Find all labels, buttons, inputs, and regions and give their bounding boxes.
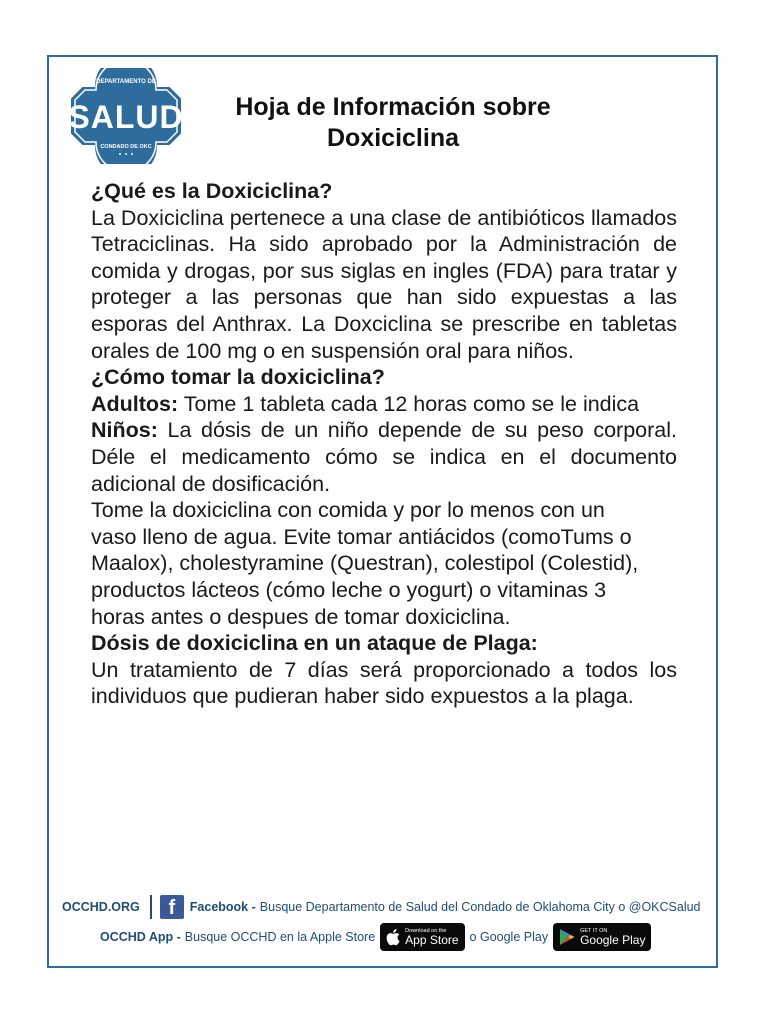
section-body-what-is: La Doxiciclina pertenece a una clase de antibióticos llamados Tetraciclinas. Ha sido aprobado por la Administración de comida y drogas, por sus siglas en ingles (FDA) para tratar y proteger a las personas que han sido expuestas a las esporas del Anthrax. La Doxciclina se prescribe en tabletas orales de 100 mg o en suspensión oral para niños.: [91, 205, 677, 363]
children-label: Niños:: [91, 418, 158, 443]
app-store-small-text: Download on the: [405, 927, 447, 934]
facebook-text: Busque Departamento de Salud del Condado de Oklahoma City o @OKCSalud: [259, 900, 701, 914]
document-body: [91, 178, 677, 710]
section-heading-plague-dose: Dósis de doxiciclina en un ataque de Plaga:: [91, 631, 538, 656]
facebook-icon[interactable]: f: [160, 895, 184, 919]
google-play-small-text: GET IT ON: [580, 927, 608, 934]
google-play-big-text: Google Play: [580, 932, 646, 947]
logo-dot: [125, 153, 127, 155]
logo-top-text: DEPARTAMENTO DE: [96, 79, 156, 85]
salud-seal-logo: [62, 68, 190, 164]
adults-label: Adultos:: [91, 391, 179, 416]
footer-divider: [150, 895, 152, 919]
food-instruction-line: horas antes o despues de tomar doxiciclina.: [91, 604, 511, 629]
app-text: Busque OCCHD en la Apple Store: [184, 930, 376, 944]
app-store-badge[interactable]: [380, 923, 464, 951]
apple-icon: [385, 928, 401, 946]
app-store-big-text: App Store: [405, 932, 459, 947]
adults-instruction: [91, 391, 677, 418]
food-instruction-line: Maalox), cholestyramine (Questran), colestipol (Colestid),: [91, 551, 639, 576]
food-instruction-line: productos lácteos (cómo leche o yogurt) o vitaminas 3: [91, 577, 607, 602]
title-line-1: Hoja de Información sobre: [235, 93, 551, 121]
website-link[interactable]: OCCHD.ORG: [62, 900, 140, 914]
footer-app-row: [100, 922, 660, 952]
logo-main-text: SALUD: [68, 99, 184, 135]
page-title: [200, 92, 586, 154]
app-label: OCCHD App -: [100, 930, 181, 944]
footer-contact-row: [62, 893, 712, 921]
title-line-2: Doxiciclina: [327, 124, 459, 152]
section-heading-how-to-take: ¿Cómo tomar la doxiciclina?: [91, 365, 385, 390]
children-instruction: [91, 417, 677, 497]
facebook-label: Facebook -: [189, 900, 256, 914]
google-play-text: o Google Play: [469, 930, 549, 944]
google-play-badge[interactable]: [553, 923, 651, 951]
logo-bottom-text: CONDADO DE OKC: [100, 144, 152, 150]
food-instruction-line: Tome la doxiciclina con comida y por lo menos con un: [91, 498, 605, 523]
food-instruction-line: vaso lleno de agua. Evite tomar antiácidos (comoTums o: [91, 524, 632, 549]
section-body-plague-dose: Un tratamiento de 7 días será proporcionado a todos los individuos que pudieran haber sido expuestos a la plaga.: [91, 657, 677, 709]
logo-dot: [131, 153, 133, 155]
adults-text: Tome 1 tableta cada 12 horas como se le indica: [178, 391, 640, 416]
google-play-icon: [558, 928, 576, 946]
children-text: La dósis de un niño depende de su peso corporal. Déle el medicamento cómo se indica en el documento adicional de dosificación.: [91, 418, 677, 496]
logo-dot: [119, 153, 121, 155]
section-heading-what-is: ¿Qué es la Doxiciclina?: [91, 179, 333, 203]
